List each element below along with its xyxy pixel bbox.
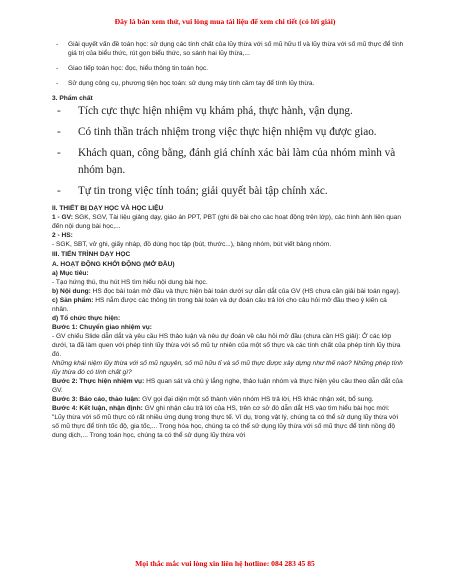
label: b) Nội dung: [52,287,91,295]
list-item: - Tích cực thực hiện nhiệm vụ khám phá, thực hành, vận dụng. [52,103,404,120]
goal-text: - Tạo hứng thú, thu hút HS tìm hiểu nội dung bài học. [52,278,208,286]
label-hs-equipment: 2 - HS: [52,231,73,239]
skills-list [52,40,404,88]
step1-label: Bước 1: Chuyển giao nhiệm vụ: [52,323,152,331]
list-item: - Có tinh thần trách nhiệm trong việc thực hiện nhiệm vụ được giao. [52,124,404,141]
paragraph-product [52,296,404,314]
hotline-notice: Mọi thắc mắc vui lòng xin liên hệ hotline: 084 283 45 85 [135,559,315,568]
list-item: - Khách quan, công bằng, đánh giá chính xác bài làm của nhóm mình và nhóm bạn. [52,145,404,178]
label: Bước 2: Thực hiện nhiệm vụ: [52,377,145,385]
section-heading-qualities: 3. Phẩm chất [52,95,93,102]
list-item: - Giải quyết vấn đề toán học: sử dụng các tính chất của lũy thừa với số mũ hữu tỉ và lũy thừa với số mũ thực để tính giá trị của biểu thức, rút gọn biểu thức, so sánh hai lũy thừa,... [52,40,404,58]
preview-notice: Đây là bản xem thử, vui lòng mua tài liệu để xem chi tiết (có lời giải) [114,17,336,26]
label: Bước 3: Báo cáo, thảo luận: [52,395,141,403]
text: HS quan sát và chú ý lắng nghe, thảo luận nhóm và thực hiện yêu cầu theo dẫn dắt của GV. [52,377,403,394]
document-body [52,40,404,440]
text: SGK, SGV, Tài liệu giảng dạy, giáo án PPT, PBT (ghi đề bài cho các hoạt động trên lớp), các hình ảnh liên quan đến nội dung bài học,... [52,213,402,230]
text: HS đọc bài toán mở đầu và thực hiện bài toán dưới sự dẫn dắt của GV (HS chưa cần giải bài toán ngay). [90,287,401,295]
step1-question: Những khái niệm lũy thừa với số mũ nguyên, số mũ hữu tỉ và số mũ thực được xây dựng như thế nào? Những phép tính lũy thừa đó có tính chất gì? [52,359,403,376]
label: 1 - GV: [52,213,73,221]
paragraph-step2 [52,377,404,395]
paragraph-hs-equipment: - SGK, SBT, vở ghi, giấy nháp, đồ dùng học tập (bút, thước...), bảng nhóm, bút viết bảng nhóm. [52,240,332,248]
section-heading-equipment: II. THIẾT BỊ DẠY HỌC VÀ HỌC LIỆU [52,204,164,212]
text: GV ghi nhận câu trả lời của HS, trên cơ sở đó dẫn dắt HS vào tìm hiểu bài học mới: "Lũy thừa với số mũ thực có rất nhiều ứng dụng trong thực tế. Ví dụ, trong vật lý, chúng ta có thể sử dụng lũy thừa với số mũ thực để tính tốc độ, gia tốc,... Trong hóa học, chúng ta có thể sử dụng lũy thừa với số mũ thực để tính nồng độ dung dịch,... Trong toán học, chúng ta có thể sử dụng lũy thừa với [52,404,399,439]
label: c) Sản phẩm: [52,296,94,304]
label: Bước 4: Kết luận, nhận định: [52,404,143,412]
section-heading-process: III. TIẾN TRÌNH DẠY HỌC [52,250,131,258]
section-heading-activity-a: A. HOẠT ĐỘNG KHỞI ĐỘNG (MỞ ĐẦU) [52,260,175,268]
list-item: - Giao tiếp toán học: đọc, hiểu thông tin toán học. [52,64,404,73]
paragraph-step4 [52,404,404,440]
goal-label: a) Mục tiêu: [52,269,89,277]
list-item: - Tự tin trong việc tính toán; giải quyết bài tập chính xác. [52,183,404,200]
text: GV gọi đại diện một số thành viên nhóm HS trả lời, HS khác nhận xét, bổ sung. [140,395,374,403]
step1-text: - GV chiếu Slide dẫn dắt và yêu cầu HS thảo luận và nêu dự đoán về câu hỏi mở đầu (chưa cần HS giải): Ở các lớp dưới, ta đã làm quen với phép tính lũy thừa với số mũ tự nhiên của một số thực và các tính chất của phép tính lũy thừa đó. [52,332,401,358]
list-item: - Sử dụng công cụ, phương tiện học toán: sử dụng máy tính cầm tay để tính lũy thừa. [52,79,404,88]
qualities-list [52,103,404,199]
paragraph-gv-equipment [52,213,404,231]
paragraph-step3 [52,395,404,404]
paragraph-content [52,287,404,296]
text: HS nắm được các thông tin trong bài toán và dự đoán câu trả lời cho câu hỏi mở đầu theo ý kiến cá nhân. [52,296,387,313]
org-label: d) Tổ chức thực hiện: [52,314,121,322]
